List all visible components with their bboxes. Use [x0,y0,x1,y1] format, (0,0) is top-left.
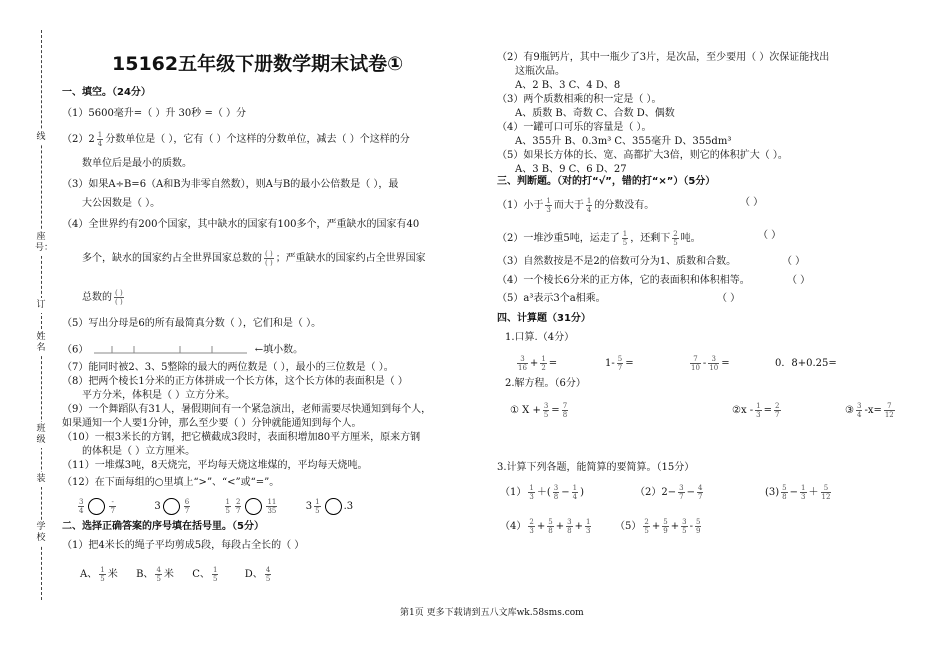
compare-circle[interactable] [88,498,105,515]
section-fill-heading: 一、填空。（24分） [62,87,151,98]
q2-5: （5）如果长方体的长、宽、高都扩大3倍，则它的体积扩大（ ）。 [497,150,788,161]
equation-2: ②x - $\frac{1}{3}$ = $\frac{2}{7}$ [732,402,780,419]
q1-2-cont: 数单位后是最小的质数。 [82,158,192,169]
q2-2-options: A、2 B、3 C、4 D、8 [515,80,621,91]
q3-2-paren[interactable]: （ ） [758,230,782,241]
q1-6: （6） ←填小数。 [62,344,304,356]
equation-1: ① X + $\frac{3}{5}$ = $\frac{7}{8}$ [510,402,568,419]
q1-8: （8）把两个棱长1分米的正方体拼成一个长方体，这个长方体的表面积是（ ） [62,376,408,387]
q1-7: （7）能同时被2、3、5整除的最大的两位数是（ ），最小的三位数是（ ）。 [62,362,394,373]
bind-label-seat: 座号： [35,230,47,256]
q1-10-cont: 的体积是（ ）立方厘米。 [82,446,196,457]
q2-1-options: A、 $\frac{1}{5}$ 米 B、 $\frac{4}{5}$ 米 C、 $\frac{1}{5}$ D、 $\frac{4}{5}$ [80,566,271,583]
page-title: 15162五年级下册数学期末试卷① [112,53,404,75]
q3-5-paren[interactable]: （ ） [717,293,741,304]
calc-5: （5） $\frac{2}{5}$ + $\frac{5}{9}$ + $\frac{3}{5}$ - $\frac{5}{9}$ [615,518,701,535]
q3-5: （5）a³表示3个a相乘。 [497,293,606,304]
bind-label-class: 班级 [35,422,47,448]
oral-2: 1- $\frac{5}{7}$ = [605,355,634,372]
oral-3: $\frac{7}{10}$ - $\frac{3}{10}$ = [691,355,730,372]
q1-5: （5）写出分母是6的所有最简真分数（ ），它们和是（ ）。 [62,318,322,329]
number-line-figure [92,343,252,357]
page-footer: 第1页 更多下载请到五八文库wk.58sms.com [400,608,584,618]
q1-4-cont2: 总数的 $\frac{( )}{( )}$ [82,289,123,306]
q2-4: （4）一罐可口可乐的容量是（ ）。 [497,122,652,133]
q3-4-paren[interactable]: （ ） [787,275,811,286]
q3-3-paren[interactable]: （ ） [782,256,806,267]
q2-5-options: A、3 B、9 C、6 D、27 [515,164,627,175]
bind-label-name: 姓名 [35,330,47,356]
q1-9: （9）一个舞蹈队有31人，暑假期间有一个紧急演出，老师需要尽快通知到每个人， [62,404,432,415]
q3-3: （3）自然数按是不是2的倍数可分为1、质数和合数。 [497,256,737,267]
compare-circle[interactable] [245,498,262,515]
q1-1: （1）5600毫升=（ ）升 30秒 =（ ）分 [62,108,247,119]
q3-1: （1）小于 $\frac{1}{3}$ 而大于 $\frac{1}{4}$ 的分数没有。 [497,197,655,214]
q2-3: （3）两个质数相乘的积一定是（ ）。 [497,94,662,105]
q2-1: （1）把4米长的绳子平均剪成5段，每段占全长的（ ） [62,540,305,551]
bind-label-bind: 装 [35,472,47,487]
q2-2-cont: 这瓶次品。 [515,66,565,77]
q2-4-options: A、355升 B、0.3m³ C、355毫升 D、355dm³ [515,136,732,147]
q1-4: （4）全世界约有200个国家，其中缺水的国家有100多个，严重缺水的国家有40 [62,219,420,230]
compare-circle[interactable] [325,498,342,515]
oral-1: $\frac{3}{16}$ + $\frac{1}{2}$ = [518,355,558,372]
bind-label-school: 学校 [35,520,47,546]
q1-3: （3）如果A÷B=6（A和B为非零自然数），则A与B的最小公倍数是（ ），最 [62,179,399,190]
compare-circle[interactable] [163,498,180,515]
oral-heading: 1.口算.（4分） [505,332,575,343]
oral-4: 0．8+0.25= [775,358,837,369]
q1-10: （10）一根3米长的方钢，把它横截成3段时，表面积增加80平方厘米，原来方钢 [62,432,421,443]
bind-label-line: 线 [35,130,47,145]
q1-3-cont: 大公因数是（ ）。 [82,198,161,209]
q3-2: （2）一堆沙重5吨，运走了 $\frac{1}{5}$ ，还剩下 $\frac{2}{5}$ 吨。 [497,230,701,247]
bind-label-staple: 订 [35,298,47,313]
q1-4-cont: 多个，缺水的国家约占全世界国家总数的 $\frac{( )}{( )}$ ；严重缺水的国家约占全世界国家 [82,250,426,267]
section-calc-heading: 四、计算题（31分） [497,313,591,324]
q1-12: （12）在下面每组的○里填上“>”、“<”或“=”。 [62,477,280,488]
q3-4: （4）一个棱长6分米的正方体，它的表面积和体积相等。 [497,275,750,286]
q2-2: （2）有9瓶钙片，其中一瓶少了3片，是次品，至少要用（ ）次保证能找出 [497,52,830,63]
calc-heading: 3.计算下列各题，能简算的要简算。（15分） [497,462,695,473]
q1-11: （11）一堆煤3吨，8天烧完，平均每天烧这堆煤的，平均每天烧吨。 [62,460,368,471]
q3-1-paren[interactable]: （ ） [740,197,764,208]
binding-margin [14,30,54,600]
equation-heading: 2.解方程。（6分） [505,378,586,389]
q1-8-cont: 平方分米，体积是（ ）立方分米。 [82,390,236,401]
section-judge-heading: 三、判断题。（对的打“√”，错的打“×”）（5分） [497,176,716,187]
calc-4: （4） $\frac{2}{3}$ + $\frac{5}{8}$ + $\frac{3}{8}$ + $\frac{1}{3}$ [500,518,591,535]
binding-line [41,30,42,600]
section-choice-heading: 二、选择正确答案的序号填在括号里。（5分） [62,521,264,532]
calc-1: （1） $\frac{1}{3}$ ＋( $\frac{3}{8}$ − $\frac{1}{4}$ ) [500,484,584,501]
equation-3: ③ $\frac{3}{4}$ -x= $\frac{7}{12}$ [845,402,894,419]
calc-2: （2）2− $\frac{3}{7}$ − $\frac{4}{7}$ [635,484,703,501]
q1-9-cont: 如果通知一个人要1分钟，那么至少要（ ）分钟就能通知到每个人。 [62,418,362,429]
q2-3-options: A、质数 B、奇数 C、合数 D、偶数 [515,108,675,119]
calc-3: (3) $\frac{5}{8}$ − $\frac{1}{3}$ ＋ $\frac{5}{12}$ [765,484,831,501]
q1-2: （2）2 $\frac{1}{4}$ 分数单位是（ ），它有（ ）个这样的分数单位，减去（ ）个这样的分 [62,131,410,148]
q1-12-compare-row: $\frac{3}{4}$ $\frac{-}{7}$ 3 $\frac{6}{7}$ $\frac{1}{5}$ $\frac{2}{7}$ $\frac{11}{35}$ 3 $\frac{1}{5}$ .3 [79,498,354,515]
